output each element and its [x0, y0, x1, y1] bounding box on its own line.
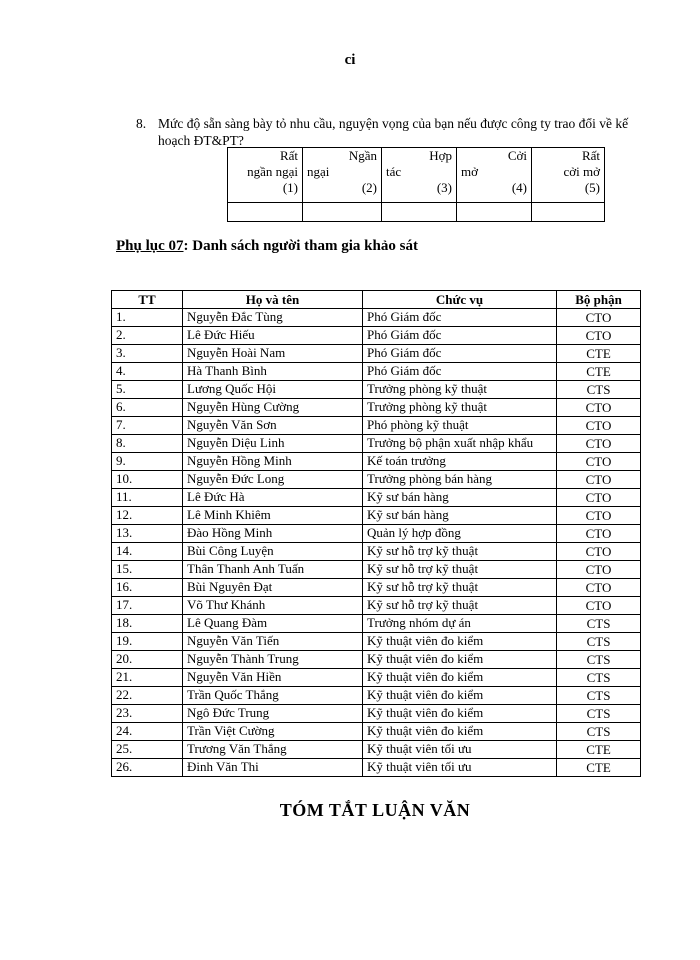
cell-tt: 14. — [112, 543, 183, 561]
cell-name: Đinh Văn Thi — [183, 759, 363, 777]
scale-cell: Rất ngần ngại (1) — [228, 148, 303, 203]
cell-name: Nguyễn Hồng Minh — [183, 453, 363, 471]
cell-role: Kỹ thuật viên đo kiểm — [363, 669, 557, 687]
cell-name: Lương Quốc Hội — [183, 381, 363, 399]
cell-tt: 5. — [112, 381, 183, 399]
cell-dept: CTS — [557, 381, 641, 399]
table-row — [112, 381, 641, 399]
cell-name: Bùi Nguyên Đạt — [183, 579, 363, 597]
cell-tt: 15. — [112, 561, 183, 579]
answer-cell — [228, 203, 303, 222]
cell-tt: 26. — [112, 759, 183, 777]
table-row — [112, 597, 641, 615]
cell-dept: CTO — [557, 417, 641, 435]
cell-role: Trưởng nhóm dự án — [363, 615, 557, 633]
answer-cell — [532, 203, 605, 222]
header-dept: Bộ phận — [557, 291, 641, 309]
cell-dept: CTS — [557, 633, 641, 651]
scale-answer-row — [228, 203, 605, 222]
cell-dept: CTO — [557, 525, 641, 543]
cell-dept: CTO — [557, 579, 641, 597]
answer-cell — [303, 203, 382, 222]
cell-tt: 12. — [112, 507, 183, 525]
table-row — [112, 507, 641, 525]
cell-name: Trần Việt Cường — [183, 723, 363, 741]
cell-tt: 17. — [112, 597, 183, 615]
scale-cell: Cởi mở (4) — [457, 148, 532, 203]
cell-tt: 10. — [112, 471, 183, 489]
cell-tt: 4. — [112, 363, 183, 381]
answer-cell — [382, 203, 457, 222]
table-row — [112, 417, 641, 435]
cell-role: Phó Giám đốc — [363, 363, 557, 381]
cell-role: Trưởng phòng bán hàng — [363, 471, 557, 489]
table-row — [112, 363, 641, 381]
cell-dept: CTO — [557, 507, 641, 525]
cell-name: Nguyễn Đắc Tùng — [183, 309, 363, 327]
cell-name: Nguyễn Thành Trung — [183, 651, 363, 669]
cell-dept: CTE — [557, 741, 641, 759]
cell-name: Lê Quang Đàm — [183, 615, 363, 633]
cell-role: Phó Giám đốc — [363, 309, 557, 327]
cell-dept: CTS — [557, 615, 641, 633]
rating-scale-table — [227, 147, 605, 222]
cell-dept: CTS — [557, 705, 641, 723]
cell-name: Nguyễn Đức Long — [183, 471, 363, 489]
table-row — [112, 669, 641, 687]
survey-question — [136, 115, 646, 149]
cell-name: Bùi Công Luyện — [183, 543, 363, 561]
header-role: Chức vụ — [363, 291, 557, 309]
cell-tt: 9. — [112, 453, 183, 471]
table-row — [112, 759, 641, 777]
cell-tt: 6. — [112, 399, 183, 417]
cell-role: Kế toán trưởng — [363, 453, 557, 471]
cell-name: Lê Đức Hiếu — [183, 327, 363, 345]
table-row — [112, 687, 641, 705]
cell-dept: CTO — [557, 561, 641, 579]
cell-role: Kỹ thuật viên tối ưu — [363, 741, 557, 759]
cell-name: Nguyễn Hoài Nam — [183, 345, 363, 363]
cell-dept: CTO — [557, 597, 641, 615]
cell-role: Kỹ sư bán hàng — [363, 489, 557, 507]
cell-name: Trương Văn Thắng — [183, 741, 363, 759]
cell-name: Nguyễn Hùng Cường — [183, 399, 363, 417]
scale-cell: Ngần ngại (2) — [303, 148, 382, 203]
cell-role: Kỹ thuật viên đo kiểm — [363, 651, 557, 669]
answer-cell — [457, 203, 532, 222]
cell-dept: CTO — [557, 471, 641, 489]
cell-role: Kỹ sư hỗ trợ kỹ thuật — [363, 543, 557, 561]
cell-role: Kỹ thuật viên tối ưu — [363, 759, 557, 777]
cell-role: Kỹ thuật viên đo kiểm — [363, 633, 557, 651]
cell-dept: CTO — [557, 435, 641, 453]
cell-name: Hà Thanh Bình — [183, 363, 363, 381]
cell-dept: CTO — [557, 309, 641, 327]
cell-role: Kỹ sư hỗ trợ kỹ thuật — [363, 561, 557, 579]
table-header-row — [112, 291, 641, 309]
cell-dept: CTO — [557, 453, 641, 471]
cell-tt: 18. — [112, 615, 183, 633]
cell-tt: 2. — [112, 327, 183, 345]
cell-dept: CTE — [557, 363, 641, 381]
table-row — [112, 651, 641, 669]
scale-header-row — [228, 148, 605, 203]
appendix-title — [116, 238, 418, 255]
cell-dept: CTO — [557, 327, 641, 345]
cell-tt: 1. — [112, 309, 183, 327]
cell-tt: 23. — [112, 705, 183, 723]
cell-name: Nguyễn Văn Tiến — [183, 633, 363, 651]
cell-dept: CTS — [557, 651, 641, 669]
cell-dept: CTS — [557, 723, 641, 741]
cell-tt: 13. — [112, 525, 183, 543]
cell-tt: 3. — [112, 345, 183, 363]
cell-role: Kỹ thuật viên đo kiểm — [363, 687, 557, 705]
cell-dept: CTO — [557, 489, 641, 507]
cell-tt: 24. — [112, 723, 183, 741]
participant-table — [111, 290, 641, 777]
cell-tt: 7. — [112, 417, 183, 435]
cell-name: Lê Minh Khiêm — [183, 507, 363, 525]
cell-tt: 8. — [112, 435, 183, 453]
table-row — [112, 327, 641, 345]
cell-role: Trưởng phòng kỹ thuật — [363, 399, 557, 417]
table-row — [112, 741, 641, 759]
cell-tt: 21. — [112, 669, 183, 687]
cell-name: Lê Đức Hà — [183, 489, 363, 507]
table-row — [112, 723, 641, 741]
cell-role: Phó Giám đốc — [363, 345, 557, 363]
table-row — [112, 561, 641, 579]
cell-tt: 19. — [112, 633, 183, 651]
table-row — [112, 579, 641, 597]
cell-dept: CTO — [557, 543, 641, 561]
cell-role: Kỹ thuật viên đo kiểm — [363, 723, 557, 741]
header-tt: TT — [112, 291, 183, 309]
appendix-heading: : Danh sách người tham gia khảo sát — [183, 238, 418, 254]
table-row — [112, 435, 641, 453]
cell-role: Kỹ sư hỗ trợ kỹ thuật — [363, 579, 557, 597]
summary-title: TÓM TẮT LUẬN VĂN — [279, 800, 471, 820]
cell-dept: CTE — [557, 345, 641, 363]
cell-dept: CTE — [557, 759, 641, 777]
cell-role: Trưởng bộ phận xuất nhập khẩu — [363, 435, 557, 453]
cell-name: Nguyễn Văn Sơn — [183, 417, 363, 435]
scale-cell: Hợp tác (3) — [382, 148, 457, 203]
cell-dept: CTO — [557, 399, 641, 417]
cell-role: Phó phòng kỹ thuật — [363, 417, 557, 435]
cell-name: Nguyễn Văn Hiền — [183, 669, 363, 687]
appendix-label: Phụ lục 07 — [116, 238, 184, 254]
cell-tt: 25. — [112, 741, 183, 759]
cell-name: Trần Quốc Thắng — [183, 687, 363, 705]
cell-name: Võ Thư Khánh — [183, 597, 363, 615]
table-row — [112, 489, 641, 507]
cell-tt: 22. — [112, 687, 183, 705]
cell-dept: CTS — [557, 687, 641, 705]
cell-role: Phó Giám đốc — [363, 327, 557, 345]
table-row — [112, 453, 641, 471]
table-row — [112, 471, 641, 489]
table-row — [112, 705, 641, 723]
table-row — [112, 525, 641, 543]
cell-dept: CTS — [557, 669, 641, 687]
table-row — [112, 543, 641, 561]
cell-tt: 11. — [112, 489, 183, 507]
table-row — [112, 345, 641, 363]
cell-name: Thân Thanh Anh Tuấn — [183, 561, 363, 579]
cell-role: Trưởng phòng kỹ thuật — [363, 381, 557, 399]
question-number: 8. — [136, 116, 147, 131]
cell-role: Kỹ thuật viên đo kiểm — [363, 705, 557, 723]
scale-cell: Rất cởi mở (5) — [532, 148, 605, 203]
page-number: ci — [344, 52, 356, 68]
question-text: Mức độ sẵn sàng bày tỏ nhu cầu, nguyện vọng của bạn nếu được công ty trao đổi về kế hoạch ĐT&PT? — [158, 116, 629, 148]
cell-tt: 16. — [112, 579, 183, 597]
table-row — [112, 399, 641, 417]
table-row — [112, 615, 641, 633]
cell-role: Quản lý hợp đồng — [363, 525, 557, 543]
cell-name: Nguyễn Diệu Linh — [183, 435, 363, 453]
cell-name: Ngô Đức Trung — [183, 705, 363, 723]
table-row — [112, 633, 641, 651]
cell-role: Kỹ sư hỗ trợ kỹ thuật — [363, 597, 557, 615]
table-row — [112, 309, 641, 327]
header-name: Họ và tên — [183, 291, 363, 309]
cell-name: Đào Hồng Minh — [183, 525, 363, 543]
cell-role: Kỹ sư bán hàng — [363, 507, 557, 525]
cell-tt: 20. — [112, 651, 183, 669]
